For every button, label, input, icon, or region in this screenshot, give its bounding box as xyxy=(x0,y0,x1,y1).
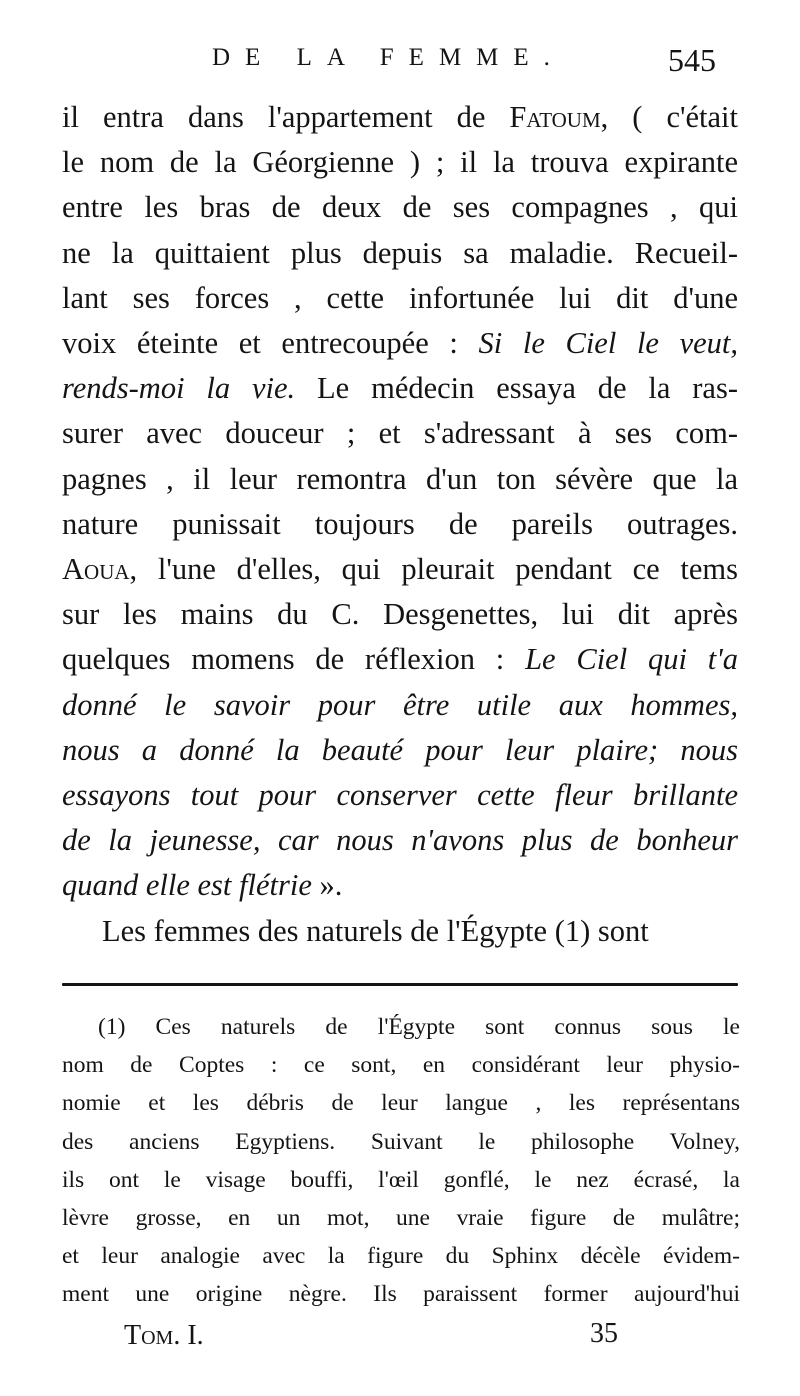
page-number: 545 xyxy=(668,42,716,78)
text-line: quand elle est flétrie ». xyxy=(62,868,343,903)
text-line: nous a donné la beauté pour leur plaire; nous xyxy=(62,732,738,767)
text-line: il entra dans l'appartement de Fatoum, ( c'était xyxy=(62,100,739,134)
text-line: Les femmes des naturels de l'Égypte (1) sont xyxy=(102,913,649,948)
text-line: donné le savoir pour être utile aux hommes, xyxy=(62,687,738,722)
text-line: lant ses forces , cette infortunée lui dit d'une xyxy=(62,280,738,315)
running-title: DE LA FEMME. xyxy=(212,44,565,71)
text-line: voix éteinte et entrecoupée : Si le Ciel le veut, xyxy=(62,326,739,360)
text-line: ne la quittaient plus depuis sa maladie. Recueil- xyxy=(62,235,738,270)
text-line: le nom de la Géorgienne ) ; il la trouva expirante xyxy=(62,145,738,180)
footnote-line: des anciens Egyptiens. Suivant le philosophe Volney, xyxy=(62,1128,740,1155)
text-line: de la jeunesse, car nous n'avons plus de bonheur xyxy=(62,823,738,858)
signature-mark: 35 xyxy=(590,1318,618,1349)
text-line: sur les mains du C. Desgenettes, lui dit après xyxy=(62,597,738,632)
text-line: pagnes , il leur remontra d'un ton sévère que la xyxy=(62,461,738,496)
footnote-line: nom de Coptes : ce sont, en considérant leur physio- xyxy=(62,1052,740,1079)
text-line: rends-moi la vie. Le médecin essaya de la ras- xyxy=(62,371,738,406)
text-line: Aoua, l'une d'elles, qui pleurait pendant ce tems xyxy=(62,552,738,586)
footnote-line: (1) Ces naturels de l'Égypte sont connus sous le xyxy=(98,1014,740,1040)
footnote-line: lèvre grosse, en un mot, une vraie figure de mulâtre; xyxy=(62,1205,740,1231)
footnote-line: ment une origine nègre. Ils paraissent former aujourd'hui xyxy=(62,1281,740,1308)
footnote-line: ils ont le visage bouffi, l'œil gonflé, le nez écrasé, la xyxy=(62,1166,740,1193)
text-line: surer avec douceur ; et s'adressant à ses com- xyxy=(62,416,738,451)
text-line: nature punissait toujours de pareils outrages. xyxy=(62,506,738,541)
footnote-line: et leur analogie avec la figure du Sphinx décèle évidem- xyxy=(62,1243,740,1270)
text-line: quelques momens de réflexion : Le Ciel qui t'a xyxy=(62,642,738,677)
footnote-line: nomie et les débris de leur langue , les représentans xyxy=(62,1090,740,1117)
text-line: entre les bras de deux de ses compagnes , qui xyxy=(62,190,738,225)
volume-signature: Tom. I. xyxy=(124,1320,204,1351)
text-line: essayons tout pour conserver cette fleur brillante xyxy=(62,778,738,812)
footnote-rule xyxy=(62,983,738,986)
